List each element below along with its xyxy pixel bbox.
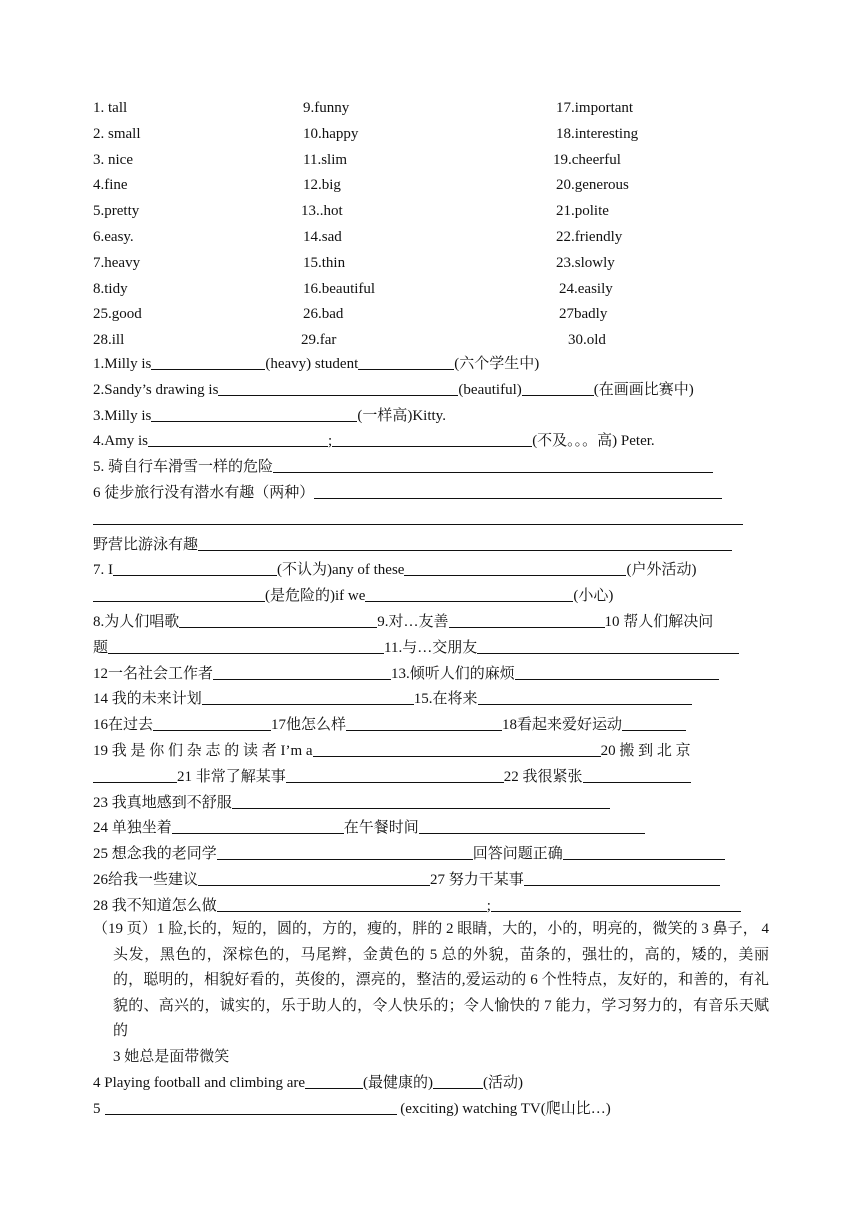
answer-blank[interactable] [449, 611, 605, 628]
prompt-text: 26给我一些建议 [93, 871, 199, 888]
answer-blank[interactable] [172, 817, 344, 834]
answer-blank[interactable] [563, 843, 725, 860]
word-item: 3. nice [93, 151, 133, 168]
answer-blank[interactable] [213, 663, 391, 680]
answer-blank[interactable] [218, 379, 458, 396]
answer-blank[interactable] [198, 534, 732, 551]
word-item: 26.bad [303, 306, 344, 323]
word-item: 4.fine [93, 177, 128, 194]
word-row [93, 252, 773, 278]
exercise-1 [93, 352, 769, 378]
vocabulary-paragraph [93, 917, 769, 1071]
prompt-text: 6 徒步旅行没有潜水有趣（两种） [93, 484, 315, 501]
prompt-text: (户外活动) [626, 562, 697, 579]
exercise-14-15 [93, 687, 769, 713]
answer-blank[interactable] [524, 869, 720, 886]
word-row [93, 200, 773, 226]
exercise-6-line-3 [93, 533, 769, 559]
answer-blank[interactable] [433, 1072, 483, 1089]
answer-blank[interactable] [217, 843, 473, 860]
answer-blank[interactable] [404, 559, 626, 576]
exercise-12-13 [93, 662, 769, 688]
word-row [93, 149, 773, 175]
answer-blank[interactable] [148, 430, 328, 447]
answer-blank[interactable] [151, 353, 265, 370]
word-item: 27badly [559, 306, 608, 323]
exercise-lines [93, 352, 769, 920]
answer-blank[interactable] [232, 792, 610, 809]
exercise-5 [93, 455, 769, 481]
exercise-26-27 [93, 868, 769, 894]
word-item: 10.happy [303, 125, 359, 142]
word-item: 22.friendly [556, 228, 623, 245]
word-item: 15.thin [303, 254, 346, 271]
prompt-text: 1.Milly is [93, 356, 152, 372]
answer-blank[interactable] [365, 585, 573, 602]
word-item: 5.pretty [93, 203, 140, 220]
answer-blank[interactable] [286, 766, 504, 783]
prompt-text: (beautiful) [458, 381, 522, 398]
answer-blank[interactable] [305, 1072, 363, 1089]
exercise-6 [93, 481, 769, 507]
prompt-text: ; [328, 433, 333, 450]
word-item: 14.sad [303, 228, 342, 245]
word-list [93, 97, 773, 355]
exercise-8-10 [93, 610, 769, 636]
exercise-28 [93, 894, 769, 920]
prompt-text: 24 单独坐着 [93, 820, 172, 837]
word-row [93, 278, 773, 304]
final-exercises [93, 1071, 769, 1123]
vocabulary-subline: 3 她总是面带微笑 [113, 1048, 230, 1065]
answer-blank[interactable] [583, 766, 691, 783]
exercise-10-11 [93, 636, 769, 662]
prompt-text: 27 努力干某事 [430, 871, 524, 888]
answer-blank[interactable] [273, 456, 713, 473]
prompt-text: (小心) [573, 588, 614, 605]
prompt-text: (不及。。。高) Peter. [532, 433, 655, 450]
prompt-text: (在画画比赛中) [593, 381, 694, 398]
word-item: 19.cheerful [553, 151, 621, 168]
answer-blank[interactable] [522, 379, 594, 396]
prompt-text: (活动) [483, 1075, 524, 1091]
prompt-text: (最健康的) [363, 1075, 434, 1091]
answer-blank[interactable] [93, 585, 265, 602]
answer-blank[interactable] [358, 353, 454, 370]
prompt-text: 10 帮人们解决问 [604, 613, 714, 630]
word-item: 8.tidy [93, 280, 128, 297]
prompt-text: 4 Playing football and climbing are [93, 1075, 306, 1091]
exercise-16-18 [93, 713, 769, 739]
prompt-text: 22 我很紧张 [503, 768, 583, 785]
answer-blank[interactable] [332, 430, 532, 447]
prompt-text: 13.倾听人们的麻烦 [391, 665, 515, 682]
word-item: 21.polite [556, 203, 609, 220]
prompt-text: 20 搬 到 北 京 [600, 742, 691, 759]
answer-blank[interactable] [477, 637, 739, 654]
exercise-24 [93, 816, 769, 842]
answer-blank[interactable] [313, 740, 601, 757]
word-item: 6.easy. [93, 228, 134, 245]
prompt-text: 15.在将来 [413, 691, 478, 708]
prompt-text: 2.Sandy’s drawing is [93, 381, 219, 398]
word-item: 2. small [93, 125, 141, 142]
prompt-text: 17他怎么样 [271, 717, 347, 734]
answer-blank[interactable] [346, 714, 502, 731]
answer-blank[interactable] [515, 663, 719, 680]
answer-blank[interactable] [419, 817, 645, 834]
word-item: 24.easily [559, 280, 613, 297]
exercise-2 [93, 378, 769, 404]
prompt-text: 16在过去 [93, 717, 154, 734]
prompt-text: 12一名社会工作者 [93, 665, 214, 682]
prompt-text: 25 想念我的老同学 [93, 846, 217, 863]
prompt-text: 5. 骑自行车滑雪一样的危险 [93, 459, 274, 476]
prompt-text: 18看起来爱好运动 [502, 717, 623, 734]
exercise-19-20 [93, 739, 769, 765]
word-row [93, 123, 773, 149]
answer-blank[interactable] [478, 688, 692, 705]
prompt-text: 19 我 是 你 们 杂 志 的 读 者 I’m a [93, 742, 313, 759]
exercise-20-22 [93, 765, 769, 791]
prompt-text: (六个学生中) [454, 356, 540, 372]
prompt-text: 28 我不知道怎么做 [93, 897, 217, 914]
prompt-text: 3.Milly is [93, 407, 152, 424]
word-item: 9.funny [303, 100, 350, 116]
word-item: 1. tall [93, 100, 128, 116]
answer-blank[interactable] [314, 482, 722, 499]
answer-blank[interactable] [202, 688, 414, 705]
prompt-text: (不认为)any of these [277, 562, 405, 579]
prompt-text: 11.与…交朋友 [384, 639, 478, 656]
answer-blank[interactable] [93, 766, 177, 783]
exercise-23 [93, 791, 769, 817]
word-item: 20.generous [556, 177, 629, 194]
prompt-text: 7. I [93, 562, 113, 579]
prompt-text: (一样高)Kitty. [357, 407, 446, 424]
exercise-4 [93, 429, 769, 455]
prompt-text: 14 我的未来计划 [93, 691, 202, 708]
word-item: 28.ill [93, 332, 125, 349]
exercise-7 [93, 558, 769, 584]
prompt-text: 4.Amy is [93, 433, 149, 450]
prompt-text: ; [486, 897, 491, 914]
answer-blank[interactable] [622, 714, 686, 731]
word-row [93, 174, 773, 200]
prompt-text: (exciting) watching TV(爬山比…) [396, 1100, 611, 1117]
exercise-25 [93, 842, 769, 868]
exercise-3 [93, 404, 769, 430]
exercise-final-5 [93, 1097, 769, 1123]
prompt-text: 23 我真地感到不舒服 [93, 794, 232, 811]
word-row [93, 97, 773, 123]
answer-blank[interactable] [179, 611, 377, 628]
vocabulary-text: （19 页）1 脸,长的，短的，圆的，方的，瘦的，胖的 2 眼睛，大的，小的，明亮的，微笑的 3 鼻子， 4 头发，黑色的，深棕色的，马尾辫，金黄色的 5 总的外貌，苗条的，强壮的，高的，矮的，美丽的，聪明的，相貌好看的，英俊的，漂亮的，整洁的,爱运动的 6 个性特点，友好的，和善的，有礼貌的、高兴的，诚实的，乐于助人的，令人快乐的；令人愉快的 7 能力，学习努力的，有音乐天赋的 [93, 921, 769, 1040]
word-row [93, 226, 773, 252]
prompt-text: (heavy) student [265, 356, 359, 372]
prompt-text: (是危险的)if we [265, 588, 366, 605]
word-item: 23.slowly [556, 254, 615, 271]
prompt-text: 21 非常了解某事 [177, 768, 286, 785]
word-item: 25.good [93, 306, 142, 323]
prompt-text: 野营比游泳有趣 [93, 536, 199, 553]
prompt-text: 8.为人们唱歌 [93, 613, 180, 630]
answer-blank[interactable] [217, 895, 487, 912]
exercise-7-line-2 [93, 584, 769, 610]
answer-blank[interactable] [113, 559, 277, 576]
prompt-text: 9.对…友善 [377, 613, 449, 630]
prompt-text: 题 [93, 639, 109, 656]
prompt-text: 5 [93, 1100, 101, 1117]
word-item: 11.slim [303, 151, 348, 168]
exercise-final-4 [93, 1071, 769, 1097]
prompt-text: 回答问题正确 [472, 846, 563, 863]
word-item: 12.big [303, 177, 341, 194]
answer-blank[interactable] [198, 869, 430, 886]
answer-blank[interactable] [491, 895, 741, 912]
answer-blank[interactable] [108, 637, 384, 654]
word-item: 30.old [568, 332, 606, 349]
answer-blank[interactable] [151, 405, 357, 422]
word-item: 16.beautiful [303, 280, 376, 297]
word-item: 18.interesting [556, 125, 639, 142]
answer-blank[interactable] [105, 1098, 397, 1115]
word-item: 29.far [301, 332, 337, 349]
word-item: 13..hot [301, 203, 343, 220]
answer-blank[interactable] [153, 714, 271, 731]
word-row [93, 303, 773, 329]
word-item: 7.heavy [93, 254, 141, 271]
word-item: 17.important [556, 100, 634, 116]
prompt-text: 在午餐时间 [343, 820, 419, 837]
answer-blank[interactable] [93, 508, 743, 525]
exercise-6-line-2 [93, 507, 769, 533]
